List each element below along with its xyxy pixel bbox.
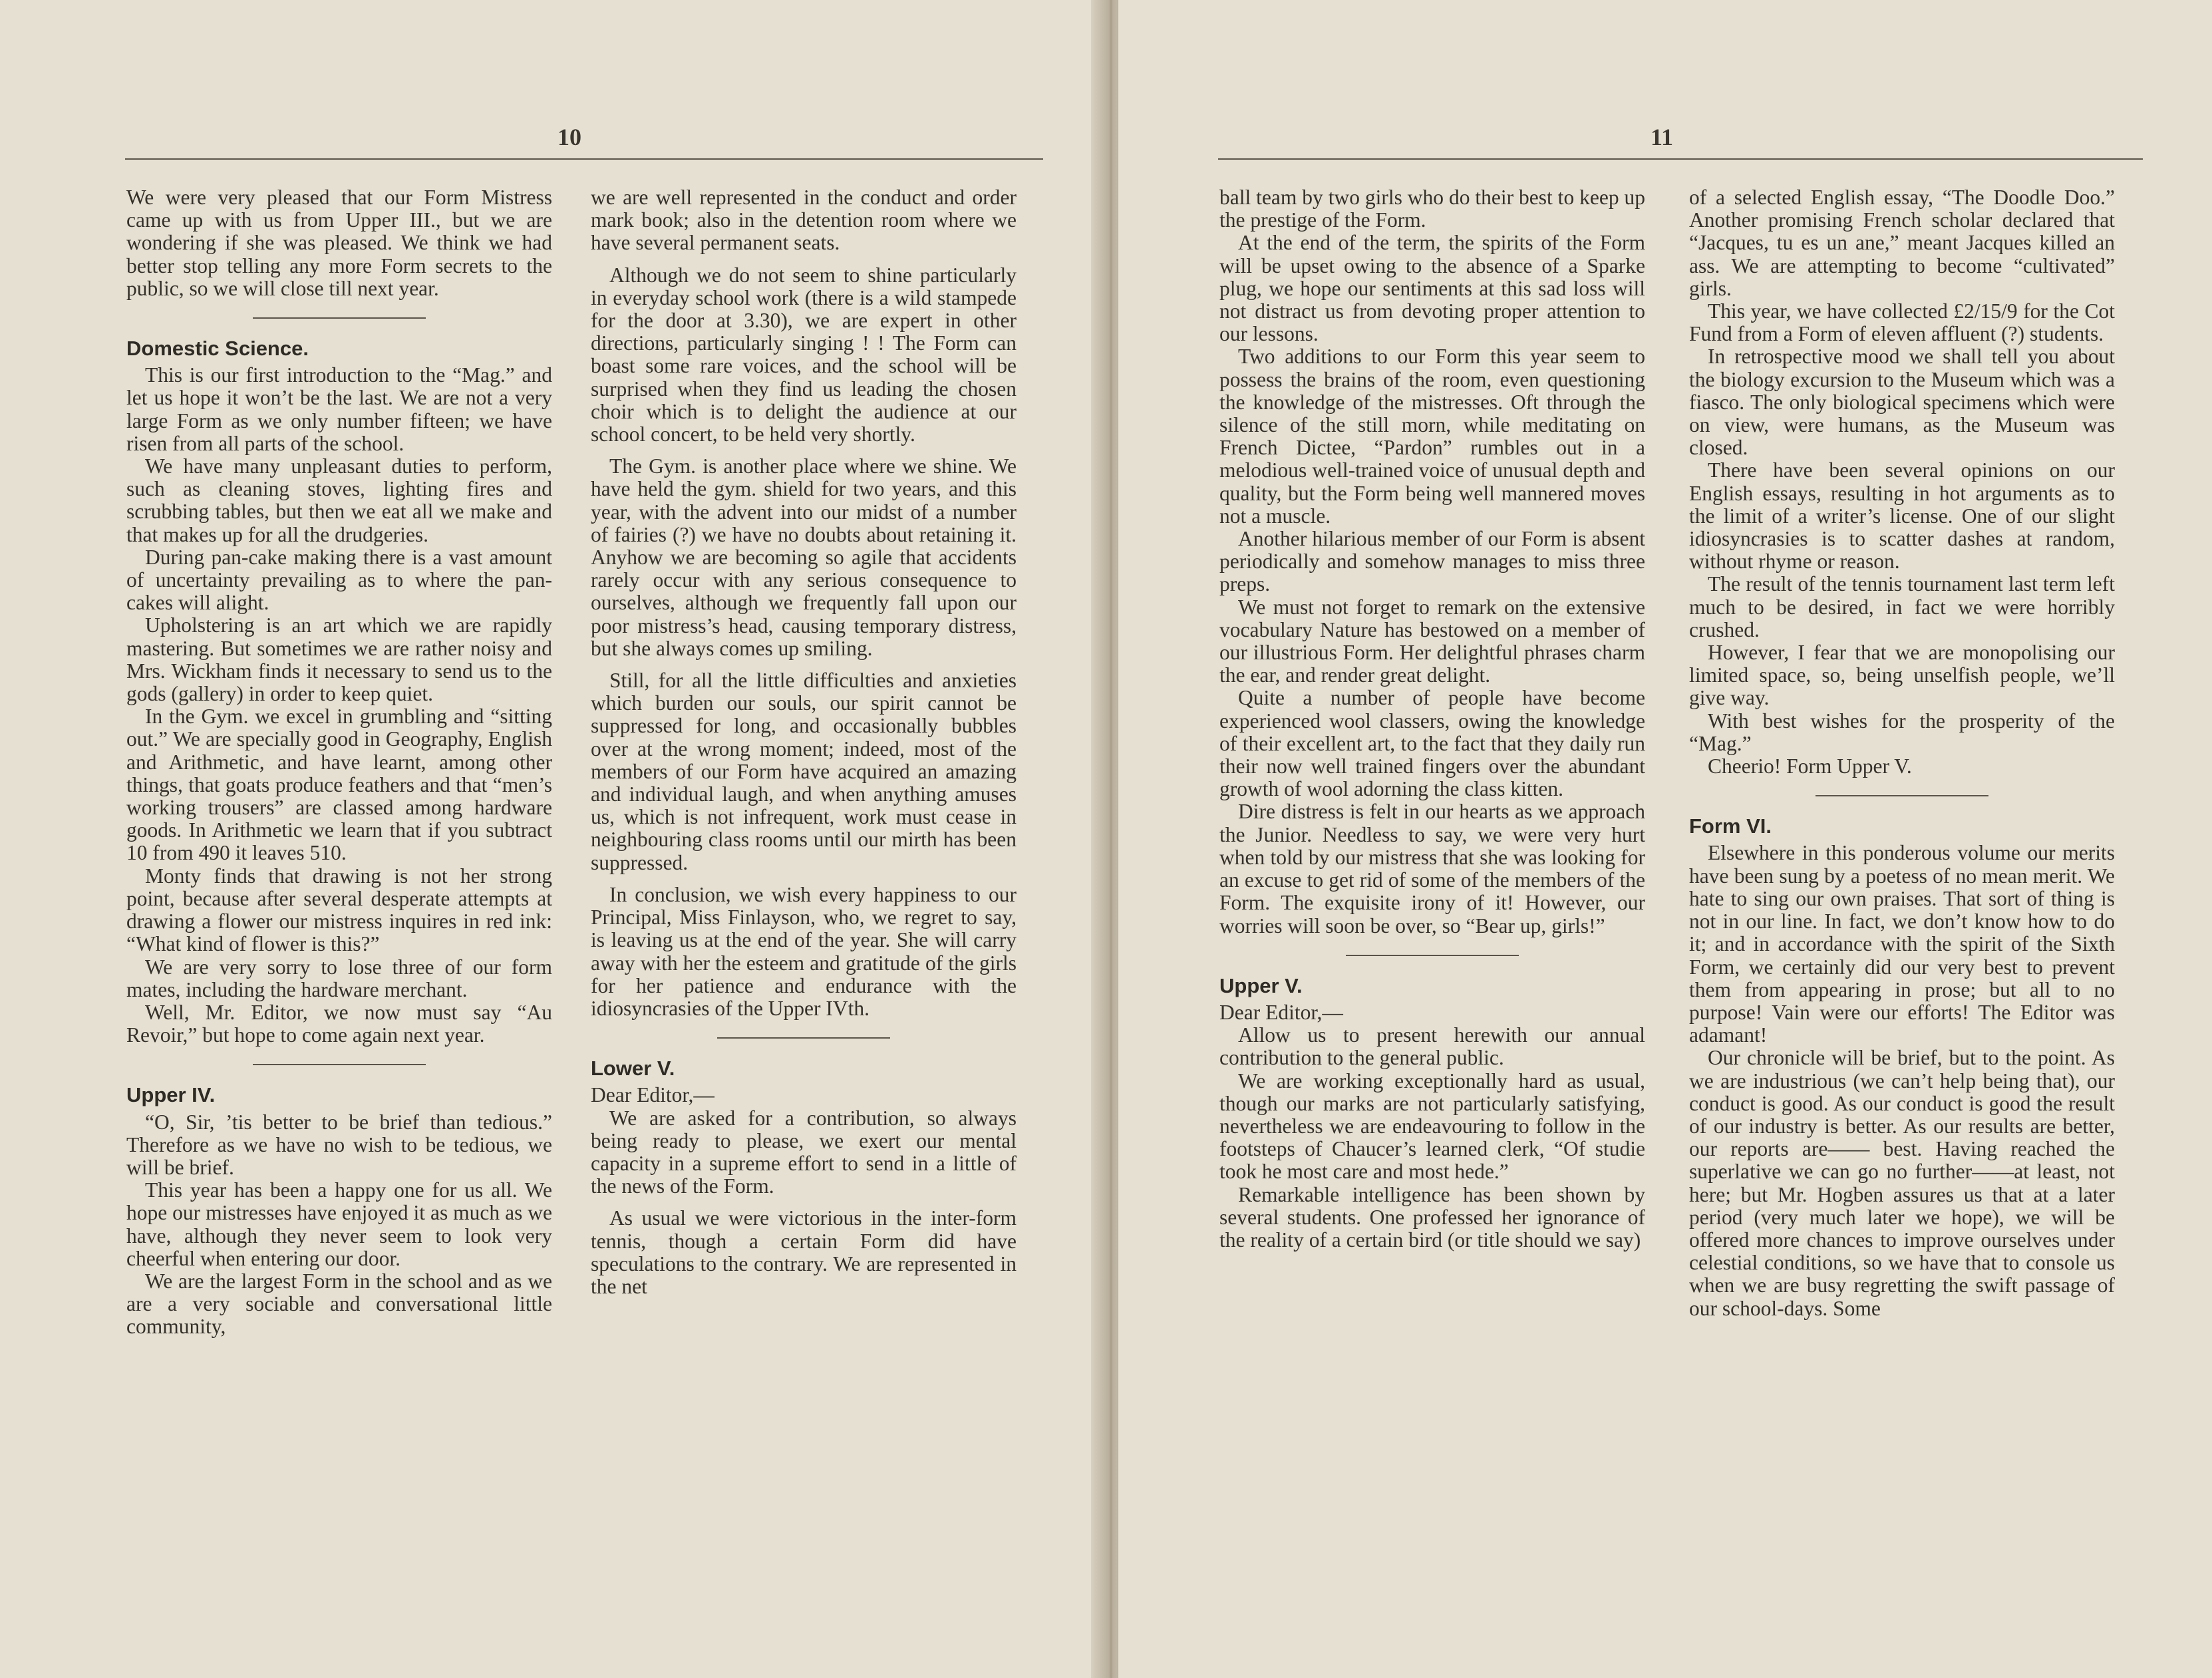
paragraph: In retrospective mood we shall tell you about the biology excursion to the Museum which was a fiasco. The only biological specimens which were on view, were humans, as the Museum was closed.	[1689, 345, 2115, 460]
paragraph: We are very sorry to lose three of our form mates, including the hardware merchant.	[126, 955, 552, 1001]
paragraph: The result of the tennis tournament last term left much to be desired, in fact we were horribly crushed.	[1689, 572, 2115, 641]
paragraph: “O, Sir, ’tis better to be brief than tedious.” Therefore as we have no wish to be tedious, we will be brief.	[126, 1110, 552, 1179]
paragraph: Elsewhere in this ponderous volume our merits have been sung by a poetess of no mean merit. We hate to sing our own praises. That sort of thing is not in our line. In fact, we don’t know how to do it; and in accordance with the spirit of the Sixth Form, we certainly did our very best to prevent them from appearing in prose; but all to no purpose! Vain were our efforts! The Editor was adamant!	[1689, 841, 2115, 1047]
section-heading: Domestic Science.	[126, 337, 309, 361]
paragraph: of a selected English essay, “The Doodle Doo.” Another promising French scholar declared that “Jacques, tu es un ane,” meant Jacques killed an ass. We are attempting to become “cultivated” girls.	[1689, 186, 2115, 300]
paragraph: Although we do not seem to shine particularly in everyday school work (there is a wild stampede for the door at 3.30), we are expert in other directions, particularly singing ! ! The Form can boast some rare voices, and the school will be surprised when they find us leading the chosen choir which is to delight the audience at our school concert, to be held very shortly.	[591, 263, 1017, 446]
paragraph: Our chronicle will be brief, but to the point. As we are industrious (we can’t help being that), our conduct is good. As our conduct is good the result of our industry is better. As our results are better, our reports are—— best. Having reached the superlative we can go no further——at least, not here; but Mr. Hogben assures us that at a later period (very much later we hope), we will be offered more chances to improve ourselves under celestial conditions, so we have that to console us when we are busy regretting the swift passage of our school-days. Some	[1689, 1046, 2115, 1320]
paragraph: Allow us to present herewith our annual contribution to the general public.	[1219, 1023, 1645, 1070]
paragraph: Upholstering is an art which we are rapidly mastering. But sometimes we are rather noisy and Mrs. Wickham finds it necessary to send us to the gods (gallery) in order to keep quiet.	[126, 613, 552, 706]
paragraph: In the Gym. we excel in grumbling and “sitting out.” We are specially good in Geography, English and Arithmetic, and have learnt, among other things, that goats produce feathers and that “men’s working trousers” are classed among hardware goods. In Arithmetic we learn that if you subtract 10 from 490 it leaves 510.	[126, 705, 552, 865]
paragraph: In conclusion, we wish every happiness to our Principal, Miss Finlayson, who, we regret to say, is leaving us at the end of the year. She will carry away with her the esteem and gratitude of the girls for her patience and endurance with the idiosyncrasies of the Upper IVth.	[591, 882, 1017, 1020]
paragraph: However, I fear that we are monopolising our limited space, so, being unselfish people, we’ll give way.	[1689, 641, 2115, 710]
column	[591, 186, 1017, 1298]
paragraph: We have many unpleasant duties to perform, such as cleaning stoves, lighting fires and scrubbing tables, but then we eat all we make and that makes up for all the drudgeries.	[126, 454, 552, 546]
section-divider	[253, 1064, 426, 1065]
paragraph: The Gym. is another place where we shine. We have held the gym. shield for two years, and this year, with the advent into our midst of a number of fairies (?) we have no doubts about retaining it. Anyhow we are becoming so agile that accidents rarely occur with any serious consequence to ourselves, although we frequently fall upon our poor mistress’s head, causing temporary distress, but she always comes up smiling.	[591, 454, 1017, 660]
paragraph: Cheerio! Form Upper V.	[1708, 755, 1912, 778]
paragraph: As usual we were victorious in the inter-form tennis, though a certain Form did have speculations to the contrary. We are represented in the net	[591, 1206, 1017, 1298]
section-divider	[717, 1037, 890, 1039]
paragraph: Still, for all the little difficulties and anxieties which burden our souls, our spirit cannot be suppressed for long, and occasionally bubbles over at the wrong moment; indeed, most of the members of our Form have acquired an amazing and individual laugh, and when anything amuses us, which is not infrequent, work must cease in neighbouring class rooms until our mirth has been suppressed.	[591, 669, 1017, 874]
section-divider	[1816, 795, 1988, 796]
section-heading: Upper V.	[1219, 973, 1303, 997]
left-page	[0, 0, 1105, 1678]
section-heading: Form VI.	[1689, 814, 1772, 838]
paragraph: ball team by two girls who do their best to keep up the prestige of the Form.	[1219, 186, 1645, 232]
paragraph: Another hilarious member of our Form is absent periodically and somehow manages to miss three preps.	[1219, 527, 1645, 596]
paragraph: We must not forget to remark on the extensive vocabulary Nature has bestowed on a member of our illustrious Form. Her delightful phrases charm the ear, and render great delight.	[1219, 595, 1645, 687]
section-divider	[1346, 955, 1519, 956]
page-number: 11	[1651, 124, 1674, 150]
paragraph: This is our first introduction to the “Mag.” and let us hope it won’t be the last. We are not a very large Form as we only number fifteen; we have risen from all parts of the school.	[126, 363, 552, 455]
paragraph: There have been several opinions on our English essays, resulting in hot arguments as to the limit of a writer’s license. One of our slight idiosyncrasies is to scatter dashes at random, without rhyme or reason.	[1689, 458, 2115, 574]
header-rule	[1218, 158, 2143, 160]
column	[126, 186, 552, 1339]
paragraph: we are well represented in the conduct and order mark book; also in the detention room where we have several permanent seats.	[591, 186, 1017, 255]
paragraph: This year has been a happy one for us all. We hope our mistresses have enjoyed it as much as we have, although they never seem to look very cheerful when entering our door.	[126, 1178, 552, 1270]
column	[1219, 186, 1645, 1252]
paragraph: This year, we have collected £2/15/9 for the Cot Fund from a Form of eleven affluent (?) students.	[1689, 299, 2115, 346]
paragraph: Monty finds that drawing is not her strong point, because after several desperate attempts at drawing a flower our mistress inquires in red ink: “What kind of flower is this?”	[126, 864, 552, 956]
section-heading: Lower V.	[591, 1057, 675, 1081]
section-heading: Upper IV.	[126, 1083, 216, 1107]
paragraph: We are the largest Form in the school and as we are a very sociable and conversational little community,	[126, 1269, 552, 1339]
paragraph: Dear Editor,—	[591, 1083, 714, 1107]
paragraph: We were very pleased that our Form Mistress came up with us from Upper III., but we are wondering if she was pleased. We think we had better stop telling any more Form secrets to the public, so we will close till next year.	[126, 186, 552, 300]
right-page	[1118, 0, 2212, 1678]
paragraph: Remarkable intelligence has been shown by several students. One professed her ignorance of the reality of a certain bird (or title should we say)	[1219, 1182, 1645, 1252]
paragraph: Well, Mr. Editor, we now must say “Au Revoir,” but hope to come again next year.	[126, 1000, 552, 1047]
page-number: 10	[557, 124, 581, 150]
paragraph: Quite a number of people have become experienced wool classers, owing the knowledge of their excellent art, to the fact that they daily run their now well trained fingers over the abundant growth of wool adorning the class kitten.	[1219, 686, 1645, 801]
paragraph: Dear Editor,—	[1219, 1000, 1343, 1024]
section-divider	[253, 317, 426, 319]
paragraph: With best wishes for the prosperity of the “Mag.”	[1689, 709, 2115, 755]
paragraph: Two additions to our Form this year seem to possess the brains of the room, even questioning the knowledge of the mistresses. Oft through the silence of the still morn, while meditating on French Dictee, “Pardon” rumbles out in a melodious well-trained voice of unusual depth and quality, but the Form being well mannered moves not a muscle.	[1219, 345, 1645, 528]
paragraph: We are asked for a contribution, so always being ready to please, we exert our mental capacity in a supreme effort to send in a little of the news of the Form.	[591, 1106, 1017, 1198]
paragraph: During pan-cake making there is a vast amount of uncertainty prevailing as to where the pan-cakes will alight.	[126, 545, 552, 615]
column	[1689, 186, 2115, 1320]
header-rule	[125, 158, 1043, 160]
paragraph: At the end of the term, the spirits of the Form will be upset owing to the absence of a Sparke plug, we hope our sentiments at this sad loss will not distract us from devoting proper attention to our lessons.	[1219, 231, 1645, 346]
paragraph: Dire distress is felt in our hearts as we approach the Junior. Needless to say, we were very hurt when told by our mistress that she was looking for an excuse to get rid of some of the members of the Form. The exquisite irony of it! However, our worries will soon be over, so “Bear up, girls!”	[1219, 800, 1645, 937]
paragraph: We are working exceptionally hard as usual, though our marks are not particularly satisfying, nevertheless we are endeavouring to follow in the footsteps of Chaucer’s learned clerk, “Of studie took he most care and most hede.”	[1219, 1069, 1645, 1184]
